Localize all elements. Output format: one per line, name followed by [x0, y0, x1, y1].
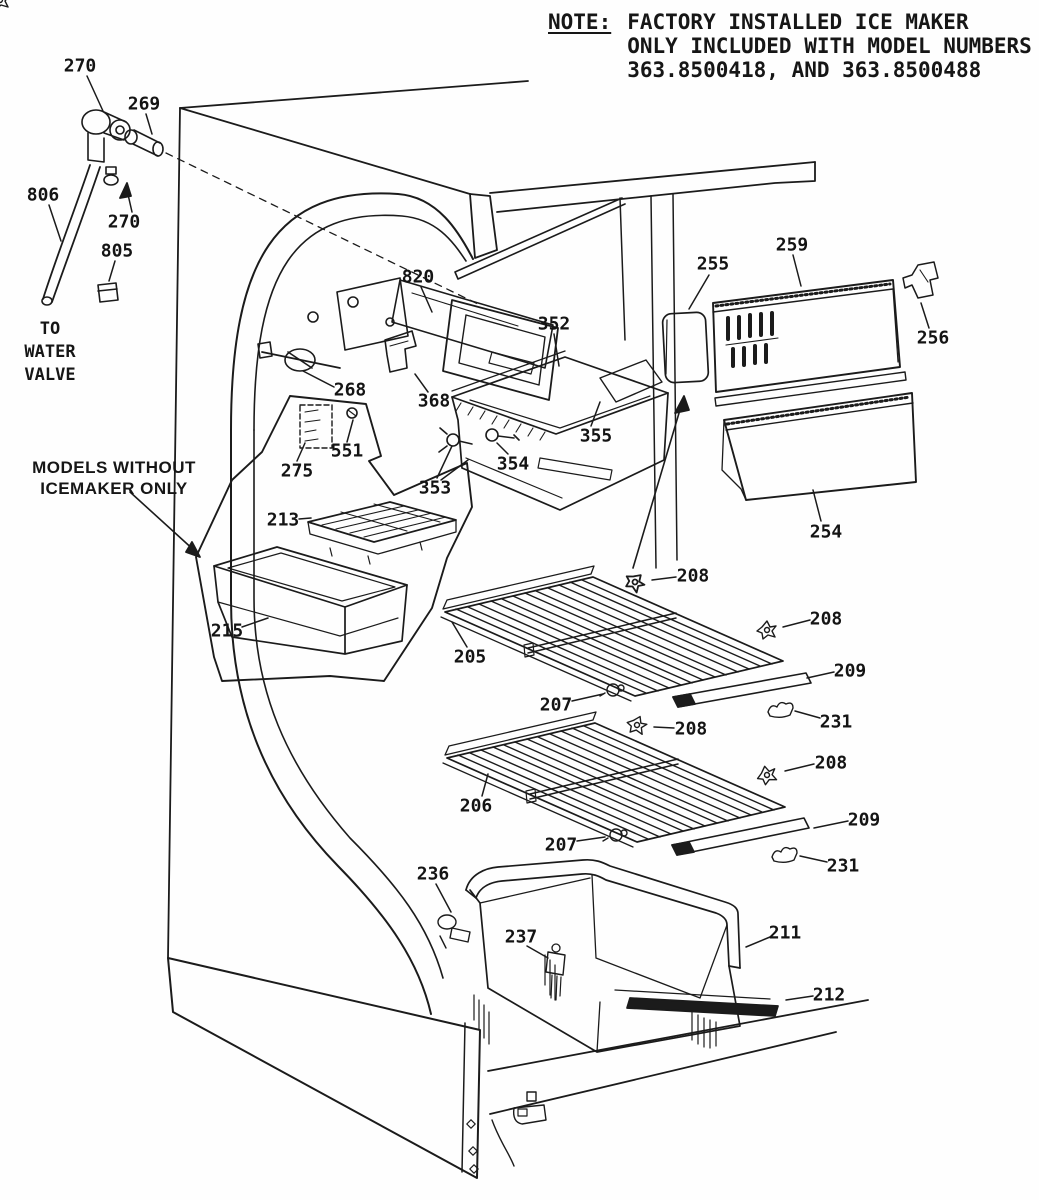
leader-line-211: [746, 937, 770, 947]
part-label-208-26: 208: [674, 718, 708, 740]
leader-line-275: [297, 443, 305, 461]
part-label-355-9: 355: [579, 425, 613, 447]
grille-and-panels: [662, 262, 938, 500]
annotation-line: MODELS WITHOUT: [32, 458, 196, 477]
leader-line-231: [800, 856, 827, 862]
part-label-353-11: 353: [418, 477, 452, 499]
part-label-208-20: 208: [676, 565, 710, 587]
part-label-254-19: 254: [809, 521, 843, 543]
part-label-207-30: 207: [544, 834, 578, 856]
trim-end-clips: [768, 703, 797, 863]
part-label-236-32: 236: [416, 863, 450, 885]
leader-line-236: [436, 884, 451, 912]
part-label-368-8: 368: [417, 390, 451, 412]
leader-line-207: [572, 694, 603, 701]
part-label-352-6: 352: [537, 313, 571, 335]
note-line: ONLY INCLUDED WITH MODEL NUMBERS: [627, 34, 1032, 58]
leader-line-254: [813, 490, 821, 521]
leader-line-368: [415, 374, 428, 392]
leader-line-213: [299, 518, 311, 519]
freezer-basket: [438, 860, 778, 1052]
leader-line-212: [786, 996, 813, 1000]
part-label-270-3: 270: [107, 211, 141, 233]
annotation-line: VALVE: [24, 365, 76, 385]
part-label-205-22: 205: [453, 646, 487, 668]
part-label-820-5: 820: [401, 266, 435, 288]
part-label-256-18: 256: [916, 327, 950, 349]
to-water-valve-annotation: [10, 318, 90, 387]
part-label-259-17: 259: [775, 234, 809, 256]
part-label-231-25: 231: [819, 711, 853, 733]
part-label-237-33: 237: [504, 926, 538, 948]
leader-line-820: [421, 287, 432, 312]
part-label-268-7: 268: [333, 379, 367, 401]
part-label-354-10: 354: [496, 453, 530, 475]
note-text: [627, 10, 1032, 82]
part-label-269-1: 269: [127, 93, 161, 115]
leader-line-208: [783, 620, 810, 627]
pointer-arrows: [120, 183, 689, 568]
leader-line-805: [109, 261, 115, 281]
leader-line-354: [497, 443, 508, 454]
annotation-line: ICEMAKER ONLY: [40, 479, 188, 498]
part-label-551-12: 551: [330, 440, 364, 462]
part-label-213-14: 213: [266, 509, 300, 531]
leader-line-208: [652, 577, 676, 580]
leader-line-270: [87, 76, 103, 111]
annotation-line: WATER: [24, 342, 76, 362]
part-label-805-4: 805: [100, 240, 134, 262]
part-label-211-34: 211: [768, 922, 802, 944]
leader-line-209: [807, 672, 834, 678]
leader-line-259: [793, 255, 801, 286]
part-label-208-27: 208: [814, 752, 848, 774]
part-label-215-15: 215: [210, 620, 244, 642]
part-label-206-28: 206: [459, 795, 493, 817]
part-label-208-21: 208: [809, 608, 843, 630]
leader-line-231: [795, 711, 820, 718]
part-label-270-0: 270: [63, 55, 97, 77]
models-without-icemaker-annotation: [26, 457, 202, 499]
part-label-212-35: 212: [812, 984, 846, 1006]
leader-line-209: [814, 821, 848, 828]
leader-line-208: [654, 727, 674, 728]
leader-line-268: [303, 371, 334, 387]
leader-line-237: [527, 946, 548, 958]
note-line: 363.8500418, AND 363.8500488: [627, 58, 982, 82]
note-block: [548, 10, 1032, 82]
leader-line-206: [482, 774, 488, 796]
shelf-trim-rail: [672, 673, 811, 855]
leader-line-207: [577, 837, 605, 841]
part-label-231-31: 231: [826, 855, 860, 877]
note-line: FACTORY INSTALLED ICE MAKER: [627, 10, 969, 34]
part-label-275-13: 275: [280, 460, 314, 482]
annotation-line: TO: [39, 319, 61, 339]
part-label-209-29: 209: [847, 809, 881, 831]
ice-container: [452, 351, 668, 510]
leader-line-806: [49, 205, 61, 241]
leader-line-551: [347, 420, 353, 442]
part-label-207-24: 207: [539, 694, 573, 716]
part-label-209-23: 209: [833, 660, 867, 682]
part-label-806-2: 806: [26, 184, 60, 206]
leader-line-256: [921, 303, 929, 328]
leader-line-255: [689, 275, 709, 309]
leader-line-208: [785, 764, 814, 771]
wire-shelf: [441, 566, 783, 701]
part-label-255-16: 255: [696, 253, 730, 275]
leader-line-269: [146, 114, 152, 134]
note-label: NOTE:: [548, 10, 612, 34]
